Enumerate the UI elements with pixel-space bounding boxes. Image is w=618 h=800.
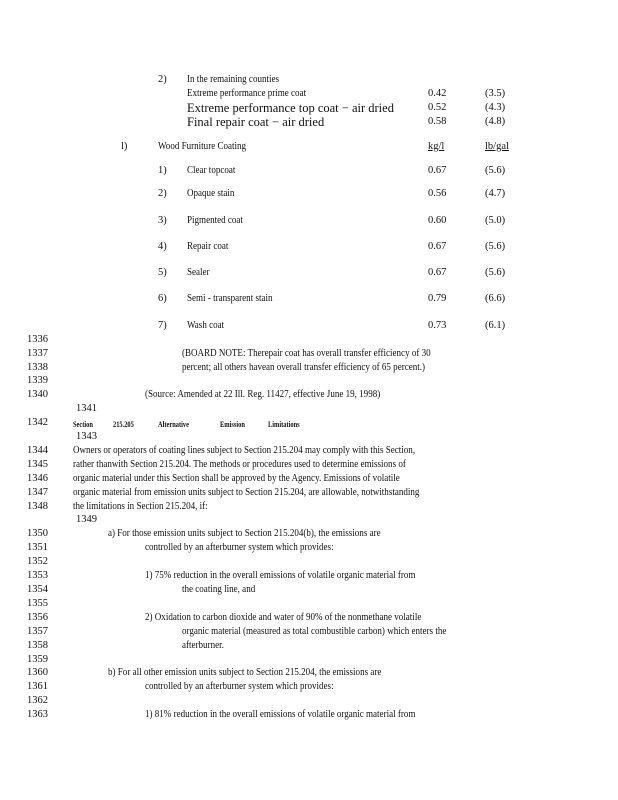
coating-label: Semi - transparent stain [187,293,273,304]
kg-value: 0.60 [428,215,447,226]
item-number: 2) [158,74,167,85]
kg-value: 0.79 [428,293,447,304]
subsection-a1-line: the coating line, and [182,584,256,595]
paragraph-line: rather thanwith Section 215.204. The methods or procedures used to determine emissions of [73,459,406,470]
item-number: 3) [158,215,167,226]
section-label: Section [73,420,93,429]
coating-label: Extreme performance top coat − air dried [187,101,394,115]
line-number: 1363 [27,709,48,720]
paragraph-line: the limitations in Section 215.204, if: [73,501,208,512]
line-number: 1343 [76,431,97,442]
lb-value: (4.8) [485,116,506,127]
coating-label: Wash coat [187,320,225,331]
lb-value: (5.0) [485,215,506,226]
lb-value: (5.6) [485,165,506,176]
lb-value: (6.6) [485,293,506,304]
coating-label: Clear topcoat [187,165,236,176]
kg-value: 0.42 [428,88,447,99]
line-number: 1344 [27,445,48,456]
item-title: In the remaining counties [187,74,280,85]
coating-label: Extreme performance prime coat [187,88,307,99]
subsection-b-line: controlled by an afterburner system which provides: [145,681,334,692]
line-number: 1361 [27,681,48,692]
lb-value: (4.3) [485,102,506,113]
kg-value: 0.73 [428,320,447,331]
lb-value: (5.6) [485,267,506,278]
line-number: 1339 [27,375,48,386]
category-number: l) [121,141,128,152]
line-number: 1336 [27,334,48,345]
item-number: 2) [158,188,167,199]
line-number: 1340 [27,389,48,400]
line-number: 1359 [27,654,48,665]
kg-value: 0.58 [428,116,447,127]
item-number: 7) [158,320,167,331]
item-number: 1) [158,165,167,176]
board-note-line: percent; all others havean overall transfer efficiency of 65 percent.) [182,362,426,373]
line-number: 1357 [27,626,48,637]
coating-label: Repair coat [187,241,229,252]
line-number: 1341 [76,403,97,414]
line-number: 1351 [27,542,48,553]
section-title-word: Alternative [158,420,189,429]
kg-value: 0.67 [428,267,447,278]
subsection-a2-line: afterburner. [182,640,224,651]
line-number: 1345 [27,459,48,470]
section-number: 215.205 [113,420,134,429]
kg-value: 0.67 [428,165,447,176]
coating-label: Opaque stain [187,188,235,199]
section-title-word: Limitations [268,420,300,429]
line-number: 1347 [27,487,48,498]
source-note: (Source: Amended at 22 Ill. Reg. 11427, effective June 19, 1998) [145,389,381,400]
lb-value: (4.7) [485,188,506,199]
item-number: 4) [158,241,167,252]
line-number: 1338 [27,362,48,373]
coating-label: Final repair coat − air dried [187,115,325,129]
line-number: 1349 [76,514,97,525]
paragraph-line: organic material under this Section shall be approved by the Agency. Emissions of volatile [73,473,400,484]
line-number: 1355 [27,598,48,609]
line-number: 1350 [27,528,48,539]
lb-value: (3.5) [485,88,506,99]
line-number: 1354 [27,584,48,595]
kg-value: 0.52 [428,102,447,113]
line-number: 1353 [27,570,48,581]
line-number: 1360 [27,667,48,678]
line-number: 1337 [27,348,48,359]
subsection-a-line: controlled by an afterburner system which provides: [145,542,334,553]
kg-value: 0.56 [428,188,447,199]
paragraph-line: organic material from emission units subject to Section 215.204, are allowable, notwithstanding [73,487,420,498]
column-header-lb: lb/gal [485,141,509,152]
subsection-a-line: a) For those emission units subject to Section 215.204(b), the emissions are [108,528,381,539]
subsection-a1-line: 1) 75% reduction in the overall emissions of volatile organic material from [145,570,416,581]
item-number: 6) [158,293,167,304]
line-number: 1358 [27,640,48,651]
line-number: 1352 [27,556,48,567]
subsection-b1-line: 1) 81% reduction in the overall emissions of volatile organic material from [145,709,416,720]
column-header-kg: kg/l [428,141,445,152]
paragraph-line: Owners or operators of coating lines subject to Section 215.204 may comply with this Section, [73,445,416,456]
subsection-a2-line: organic material (measured as total combustible carbon) which enters the [182,626,447,637]
subsection-b-line: b) For all other emission units subject to Section 215.204, the emissions are [108,667,382,678]
line-number: 1348 [27,501,48,512]
section-title-word: Emission [220,420,245,429]
line-number: 1342 [27,417,48,428]
coating-label: Pigmented coat [187,215,243,226]
item-number: 5) [158,267,167,278]
lb-value: (5.6) [485,241,506,252]
kg-value: 0.67 [428,241,447,252]
board-note-line: (BOARD NOTE: Therepair coat has overall transfer efficiency of 30 [182,348,431,359]
line-number: 1346 [27,473,48,484]
line-number: 1356 [27,612,48,623]
lb-value: (6.1) [485,320,506,331]
coating-label: Sealer [187,267,210,278]
category-title: Wood Furniture Coating [158,141,247,152]
subsection-a2-line: 2) Oxidation to carbon dioxide and water of 90% of the nonmethane volatile [145,612,422,623]
line-number: 1362 [27,695,48,706]
